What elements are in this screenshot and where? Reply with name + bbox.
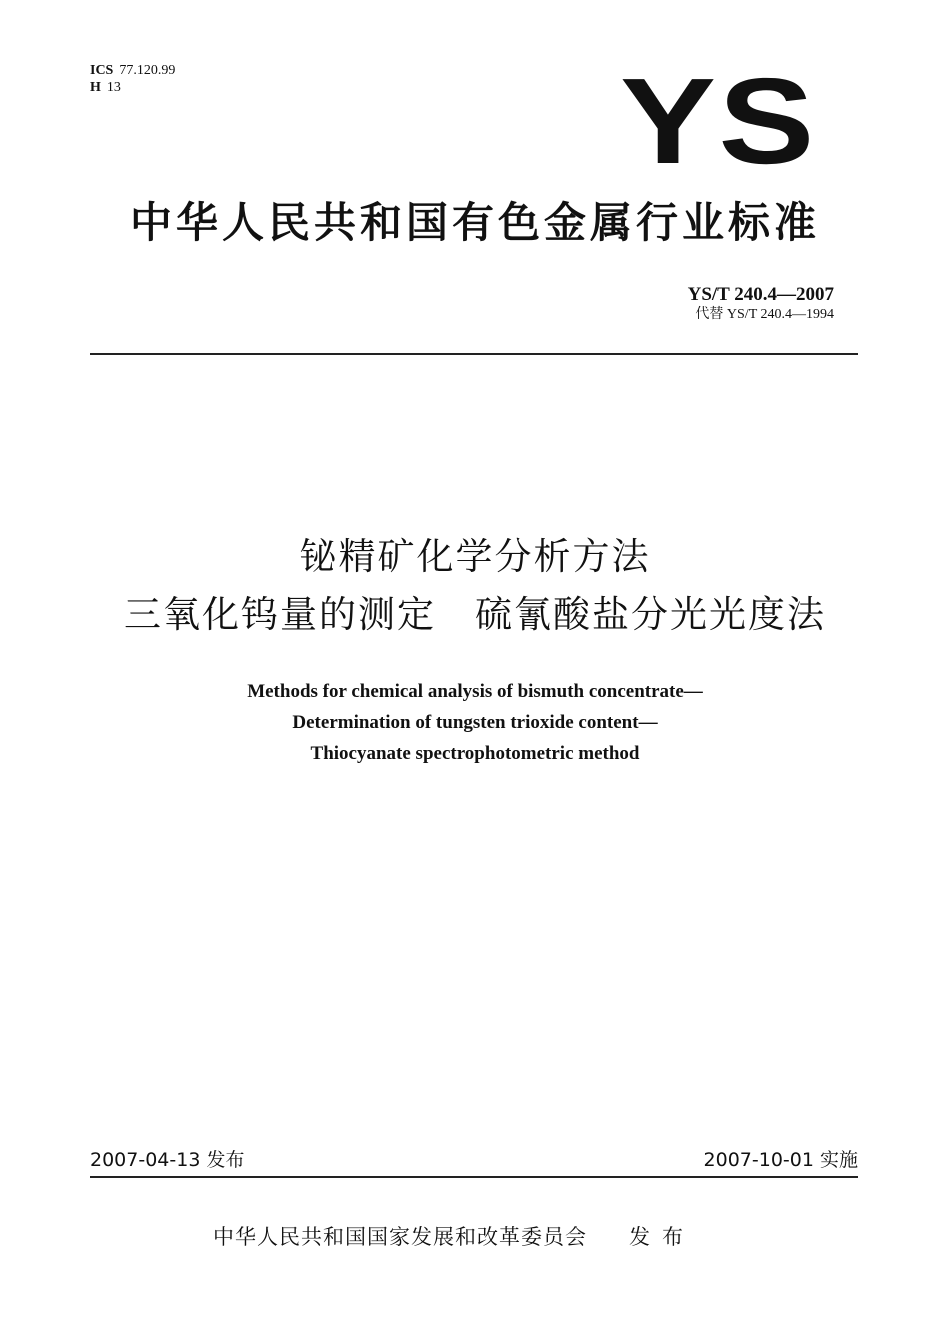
- ics-code: [90, 62, 175, 79]
- standard-category-title: 中华人民共和国有色金属行业标准: [129, 198, 820, 247]
- classification-codes: [90, 62, 175, 96]
- implementation-date: 2007-10-01 实施: [703, 1149, 858, 1171]
- en-title: [0, 676, 950, 769]
- ys-logo: YS: [620, 53, 817, 189]
- en-title-line: Thiocyanate spectrophotometric method: [310, 743, 640, 764]
- cn-title-line1: 铋精矿化学分析方法: [299, 535, 651, 578]
- standard-number-block: [688, 284, 834, 323]
- replaces-standard: 代替 YS/T 240.4—1994: [695, 307, 834, 322]
- publisher-line: [213, 1222, 695, 1252]
- publisher-action: 发布: [629, 1225, 695, 1249]
- en-title-line: Determination of tungsten trioxide content—: [292, 712, 658, 733]
- footer-divider: [90, 1176, 858, 1178]
- ics-value: 77.120.99: [119, 63, 176, 78]
- issue-date: 2007-04-13 发布: [90, 1149, 245, 1171]
- en-title-line: Methods for chemical analysis of bismuth concentrate—: [247, 681, 703, 702]
- publisher-name: 中华人民共和国国家发展和改革委员会: [213, 1225, 587, 1249]
- ccs-value: 13: [106, 80, 121, 95]
- header-divider: [90, 353, 858, 355]
- standard-number: YS/T 240.4—2007: [687, 284, 834, 305]
- cn-title-line2: 三氧化钨量的测定 硫氰酸盐分光光度法: [124, 593, 826, 636]
- ccs-code: [90, 79, 175, 96]
- ics-label: ICS: [90, 63, 114, 78]
- ccs-label: H: [90, 80, 101, 95]
